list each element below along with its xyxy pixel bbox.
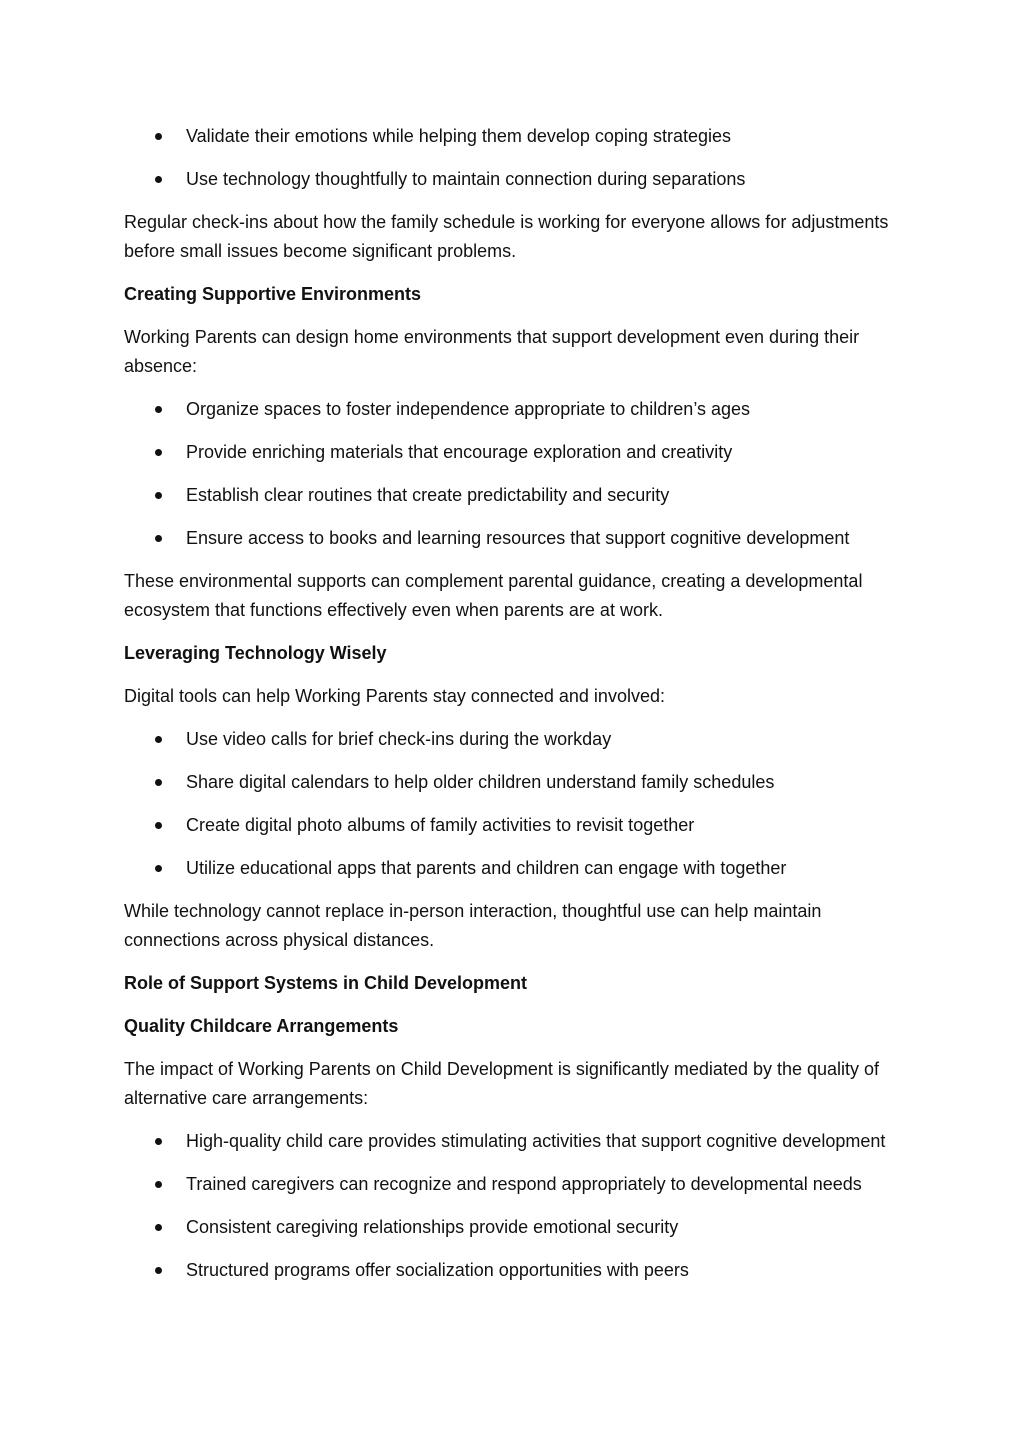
bullet-icon — [155, 736, 162, 743]
list-item-text: Trained caregivers can recognize and respond appropriately to developmental needs — [186, 1174, 862, 1194]
list-item — [124, 122, 914, 151]
bullet-icon — [155, 865, 162, 872]
list-item-text: High-quality child care provides stimulating activities that support cognitive development — [186, 1131, 886, 1151]
bullet-list-technology — [124, 725, 914, 883]
bullet-icon — [155, 1224, 162, 1231]
list-item — [124, 725, 914, 754]
bullet-icon — [155, 1267, 162, 1274]
heading-quality-childcare: Quality Childcare Arrangements — [124, 1016, 399, 1036]
paragraph-impact-of-working-parents: The impact of Working Parents on Child Development is significantly mediated by the quality of alternative care arrangements: — [124, 1059, 880, 1108]
list-item — [124, 1127, 914, 1156]
list-item — [124, 481, 914, 510]
bullet-icon — [155, 133, 162, 140]
bullet-icon — [155, 822, 162, 829]
list-item — [124, 811, 914, 840]
list-item-text: Utilize educational apps that parents and children can engage with together — [186, 858, 787, 878]
bullet-icon — [155, 449, 162, 456]
bullet-icon — [155, 176, 162, 183]
list-item — [124, 165, 914, 194]
paragraph-environmental-supports: These environmental supports can complement parental guidance, creating a developmental ecosystem that functions effectively even when parents are at work. — [124, 571, 863, 620]
list-item-text: Validate their emotions while helping them develop coping strategies — [186, 126, 731, 146]
list-item-text: Consistent caregiving relationships provide emotional security — [186, 1217, 679, 1237]
bullet-list-environments — [124, 395, 914, 553]
list-item-text: Organize spaces to foster independence appropriate to children’s ages — [186, 399, 751, 419]
bullet-list-coping — [124, 122, 914, 194]
list-item — [124, 854, 914, 883]
bullet-list-childcare — [124, 1127, 914, 1285]
bullet-icon — [155, 779, 162, 786]
list-item — [124, 1213, 914, 1242]
list-item-text: Use video calls for brief check-ins during the workday — [186, 729, 612, 749]
list-item-text: Establish clear routines that create predictability and security — [186, 485, 670, 505]
bullet-icon — [155, 406, 162, 413]
bullet-icon — [155, 492, 162, 499]
bullet-icon — [155, 535, 162, 542]
list-item — [124, 1256, 914, 1285]
paragraph-home-environments: Working Parents can design home environments that support development even during their absence: — [124, 327, 860, 376]
paragraph-digital-tools: Digital tools can help Working Parents stay connected and involved: — [124, 686, 665, 706]
list-item-text: Provide enriching materials that encourage exploration and creativity — [186, 442, 733, 462]
list-item — [124, 1170, 914, 1199]
document-page — [124, 122, 914, 1299]
list-item — [124, 395, 914, 424]
list-item — [124, 524, 914, 553]
bullet-icon — [155, 1181, 162, 1188]
bullet-icon — [155, 1138, 162, 1145]
list-item-text: Use technology thoughtfully to maintain connection during separations — [186, 169, 746, 189]
list-item-text: Share digital calendars to help older children understand family schedules — [186, 772, 775, 792]
list-item — [124, 438, 914, 467]
heading-leveraging-technology: Leveraging Technology Wisely — [124, 643, 387, 663]
list-item-text: Create digital photo albums of family activities to revisit together — [186, 815, 695, 835]
paragraph-check-ins: Regular check-ins about how the family schedule is working for everyone allows for adjustments before small issues become significant problems. — [124, 212, 889, 261]
heading-creating-supportive-environments: Creating Supportive Environments — [124, 284, 422, 304]
list-item-text: Structured programs offer socialization opportunities with peers — [186, 1260, 689, 1280]
paragraph-technology-cannot-replace: While technology cannot replace in-person interaction, thoughtful use can help maintain connections across physical distances. — [124, 901, 822, 950]
heading-role-of-support-systems: Role of Support Systems in Child Development — [124, 973, 528, 993]
list-item — [124, 768, 914, 797]
list-item-text: Ensure access to books and learning resources that support cognitive development — [186, 528, 850, 548]
